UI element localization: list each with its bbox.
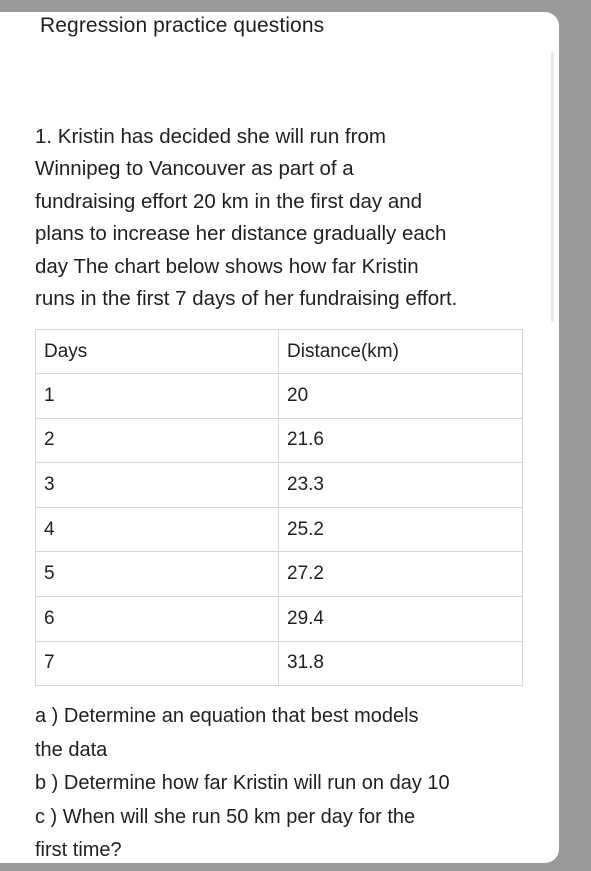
distance-cell: 25.2 <box>279 507 523 552</box>
subquestion-line: the data <box>35 738 108 761</box>
question-line: fundraising effort 20 km in the first day and <box>35 189 423 213</box>
distance-cell: 23.3 <box>279 463 523 508</box>
question-text <box>35 121 535 315</box>
table-row <box>36 596 523 641</box>
scrollbar[interactable] <box>551 52 554 322</box>
subquestion-line: a ) Determine an equation that best models <box>35 705 419 727</box>
distance-cell: 31.8 <box>279 641 523 686</box>
question-line: day The chart below shows how far Kristin <box>35 254 419 278</box>
table-row <box>36 507 523 552</box>
day-cell: 1 <box>36 374 279 419</box>
column-header-distance: Distance(km) <box>279 330 523 374</box>
table-row <box>36 552 523 597</box>
day-cell: 6 <box>36 596 279 641</box>
day-cell: 5 <box>36 552 279 597</box>
day-cell: 2 <box>36 418 279 463</box>
table-row <box>36 463 523 508</box>
distance-cell: 27.2 <box>279 552 523 597</box>
document-card <box>0 12 559 863</box>
question-line: runs in the first 7 days of her fundraising effort. <box>35 287 458 311</box>
distance-cell: 20 <box>279 374 523 419</box>
subquestion-line: b ) Determine how far Kristin will run on day 10 <box>35 772 450 794</box>
table-row <box>36 418 523 463</box>
question-line: Winnipeg to Vancouver as part of a <box>35 157 354 181</box>
page-title: Regression practice questions <box>40 14 325 37</box>
day-cell: 3 <box>36 463 279 508</box>
subquestion-line: first time? <box>35 839 122 861</box>
subquestions <box>35 700 535 868</box>
distance-cell: 21.6 <box>279 418 523 463</box>
distance-cell: 29.4 <box>279 596 523 641</box>
table-row <box>36 374 523 419</box>
question-line: plans to increase her distance gradually each <box>35 222 447 246</box>
distance-table <box>35 329 523 686</box>
table-header-row <box>36 330 523 374</box>
table-row <box>36 641 523 686</box>
question-line: 1. Kristin has decided she will run from <box>35 125 386 148</box>
day-cell: 7 <box>36 641 279 686</box>
day-cell: 4 <box>36 507 279 552</box>
column-header-days: Days <box>36 330 279 374</box>
subquestion-line: c ) When will she run 50 km per day for the <box>35 805 416 828</box>
